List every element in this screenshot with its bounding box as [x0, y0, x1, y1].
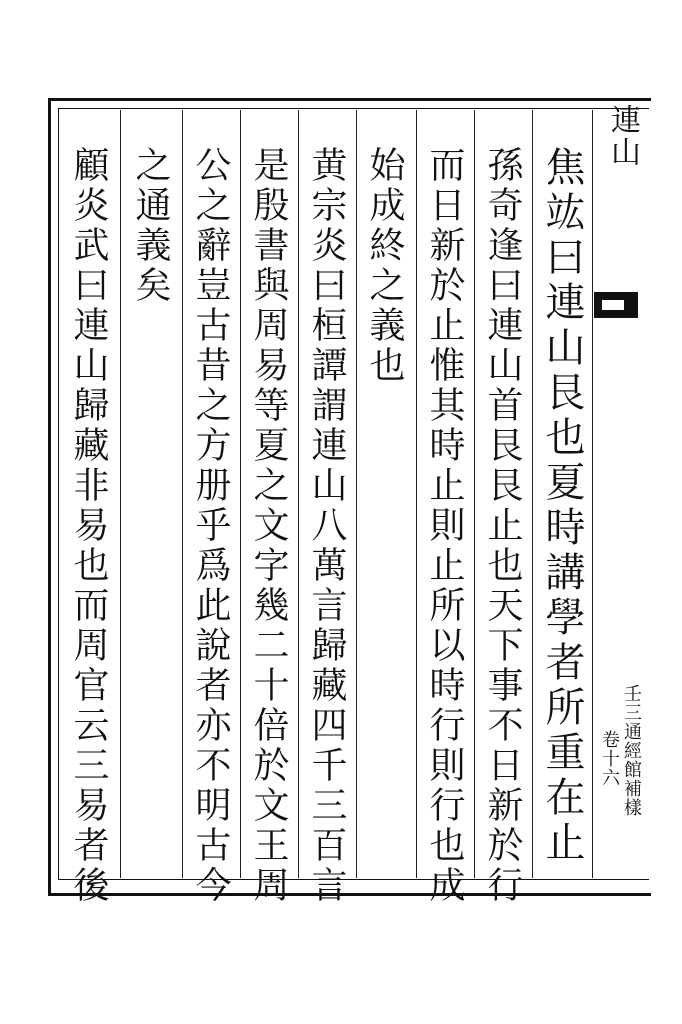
- page-title: 連山: [605, 104, 640, 168]
- column-rule: [592, 110, 593, 878]
- column-rule: [532, 110, 533, 878]
- text-column-5: 黄宗炎曰桓譚謂連山八萬言歸藏四千三百言: [306, 146, 347, 906]
- margin-note-1: 壬三通經館補樣: [621, 684, 642, 817]
- text-column-2: 孫奇逢曰連山首艮艮止也天下事不日新於行: [482, 146, 523, 906]
- column-rule: [474, 110, 475, 878]
- column-rule: [120, 110, 121, 878]
- text-column-4: 始成終之義也: [364, 146, 405, 386]
- text-column-6: 是殷書與周易等夏之文字幾二十倍於文王周: [248, 146, 289, 906]
- text-column-8: 之通義矣: [130, 146, 171, 306]
- text-column-3: 而日新於止惟其時止則止所以時行則行也成: [424, 146, 465, 906]
- text-column-1: 焦竑曰連山艮也夏時講學者所重在止: [539, 146, 585, 866]
- column-rule: [240, 110, 241, 878]
- text-column-9: 顧炎武曰連山歸藏非易也而周官云三易者後: [68, 146, 109, 906]
- column-rule: [356, 110, 357, 878]
- column-rule: [298, 110, 299, 878]
- column-rule: [416, 110, 417, 878]
- margin-note-2: 卷十六: [599, 730, 620, 787]
- text-column-7: 公之辭豈古昔之方册乎爲此說者亦不明古今: [190, 146, 231, 906]
- fish-tail-mark: [594, 292, 638, 318]
- column-rule: [182, 110, 183, 878]
